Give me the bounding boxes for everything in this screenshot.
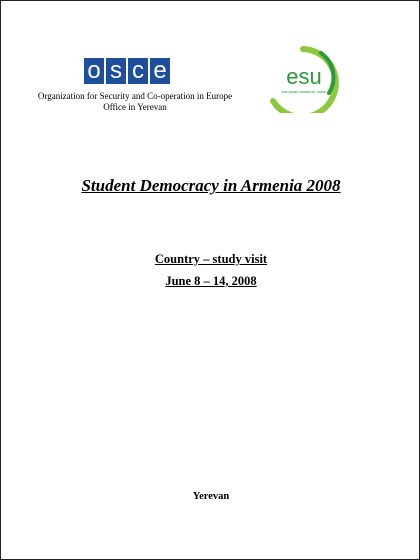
esu-logo-text: esu <box>286 64 322 89</box>
esu-tagline: european students' union <box>281 89 327 94</box>
osce-logo <box>84 58 170 84</box>
osce-logo-letter: c <box>128 58 148 84</box>
document-place: Yerevan <box>192 491 230 502</box>
document-dates: June 8 – 14, 2008 <box>165 274 257 288</box>
osce-logo-letter: o <box>84 58 104 84</box>
document-subtitle: Country – study visit <box>154 252 268 266</box>
document-title: Student Democracy in Armenia 2008 <box>81 176 341 195</box>
osce-office-name: Office in Yerevan <box>103 102 167 112</box>
esu-logo <box>263 43 349 113</box>
osce-organization-name: Organization for Security and Co-operation in Europe <box>37 91 233 101</box>
osce-logo-letter: s <box>106 58 126 84</box>
osce-logo-letter: e <box>150 58 170 84</box>
